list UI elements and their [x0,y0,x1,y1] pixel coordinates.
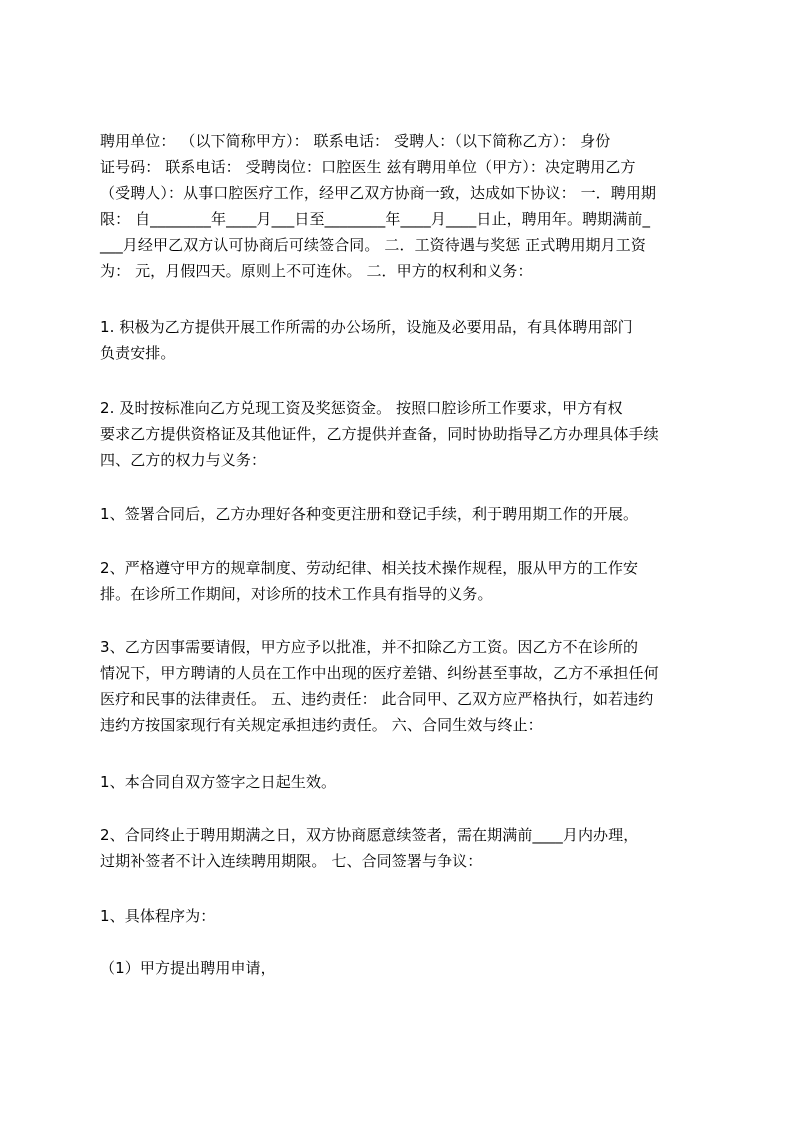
text-line: 1、本合同自双方签字之日起生效。 [100,773,337,791]
text-line: 违约方按国家现行有关规定承担违约责任。 六、合同生效与终止： [100,716,543,734]
clause-paragraph-5 [100,634,710,738]
text-line: 3、乙方因事需要请假，甲方应予以批准，并不扣除乙方工资。因乙方不在诊所的 [100,638,639,656]
intro-paragraph [100,128,710,284]
text-line: （受聘人）：从事口腔医疗工作，经甲乙双方协商一致，达成如下协议： 一．聘用期 [100,184,657,202]
text-line: 过期补签者不计入连续聘用期限。 七、合同签署与争议： [100,852,483,870]
clause-paragraph-9 [100,955,710,981]
clause-paragraph-3 [100,501,710,527]
clause-paragraph-7 [100,822,710,874]
text-line: 医疗和民事的法律责任。 五、违约责任： 此合同甲、乙双方应严格执行，如若违约 [100,690,654,708]
text-line: 排。在诊所工作期间，对诊所的技术工作具有指导的义务。 [100,585,493,603]
text-line: 负责安排。 [100,344,176,362]
text-line: 2. 及时按标准向乙方兑现工资及奖惩资金。 按照口腔诊所工作要求，甲方有权 [100,399,623,417]
text-line: ___月经甲乙双方认可协商后可续签合同。 二．工资待遇与奖惩 正式聘用期月工资 [100,236,646,254]
text-line: 1. 积极为乙方提供开展工作所需的办公场所，设施及必要用品，有具体聘用部门 [100,318,633,336]
text-line: 限： 自________年____月___日至________年____月____日止，聘用年。聘期满前_ [100,210,651,228]
clause-paragraph-1 [100,314,710,366]
text-line: 为： 元，月假四天。原则上不可连休。 二．甲方的权利和义务： [100,262,533,280]
text-line: 1、签署合同后，乙方办理好各种变更注册和登记手续，利于聘用期工作的开展。 [100,505,639,523]
clause-paragraph-8 [100,903,710,929]
text-line: 要求乙方提供资格证及其他证件，乙方提供并查备，同时协助指导乙方办理具体手续 [100,425,659,443]
text-line: 情况下，甲方聘请的人员在工作中出现的医疗差错、纠纷甚至事故，乙方不承担任何 [100,664,659,682]
clause-paragraph-6 [100,769,710,795]
text-line: （1）甲方提出聘用申请， [100,959,276,977]
text-line: 2、严格遵守甲方的规章制度、劳动纪律、相关技术操作规程，服从甲方的工作安 [100,559,639,577]
text-line: 2、合同终止于聘用期满之日，双方协商愿意续签者，需在期满前____月内办理， [100,826,639,844]
clause-paragraph-4 [100,555,710,607]
clause-paragraph-2 [100,395,710,473]
text-line: 证号码： 联系电话： 受聘岗位：口腔医生 兹有聘用单位（甲方）：决定聘用乙方 [100,158,636,176]
text-line: 1、具体程序为： [100,907,216,925]
text-line: 四、乙方的权力与义务： [100,451,267,469]
text-line: 聘用单位： （以下简称甲方）： 联系电话： 受聘人：（以下简称乙方）： 身份 [100,132,611,150]
